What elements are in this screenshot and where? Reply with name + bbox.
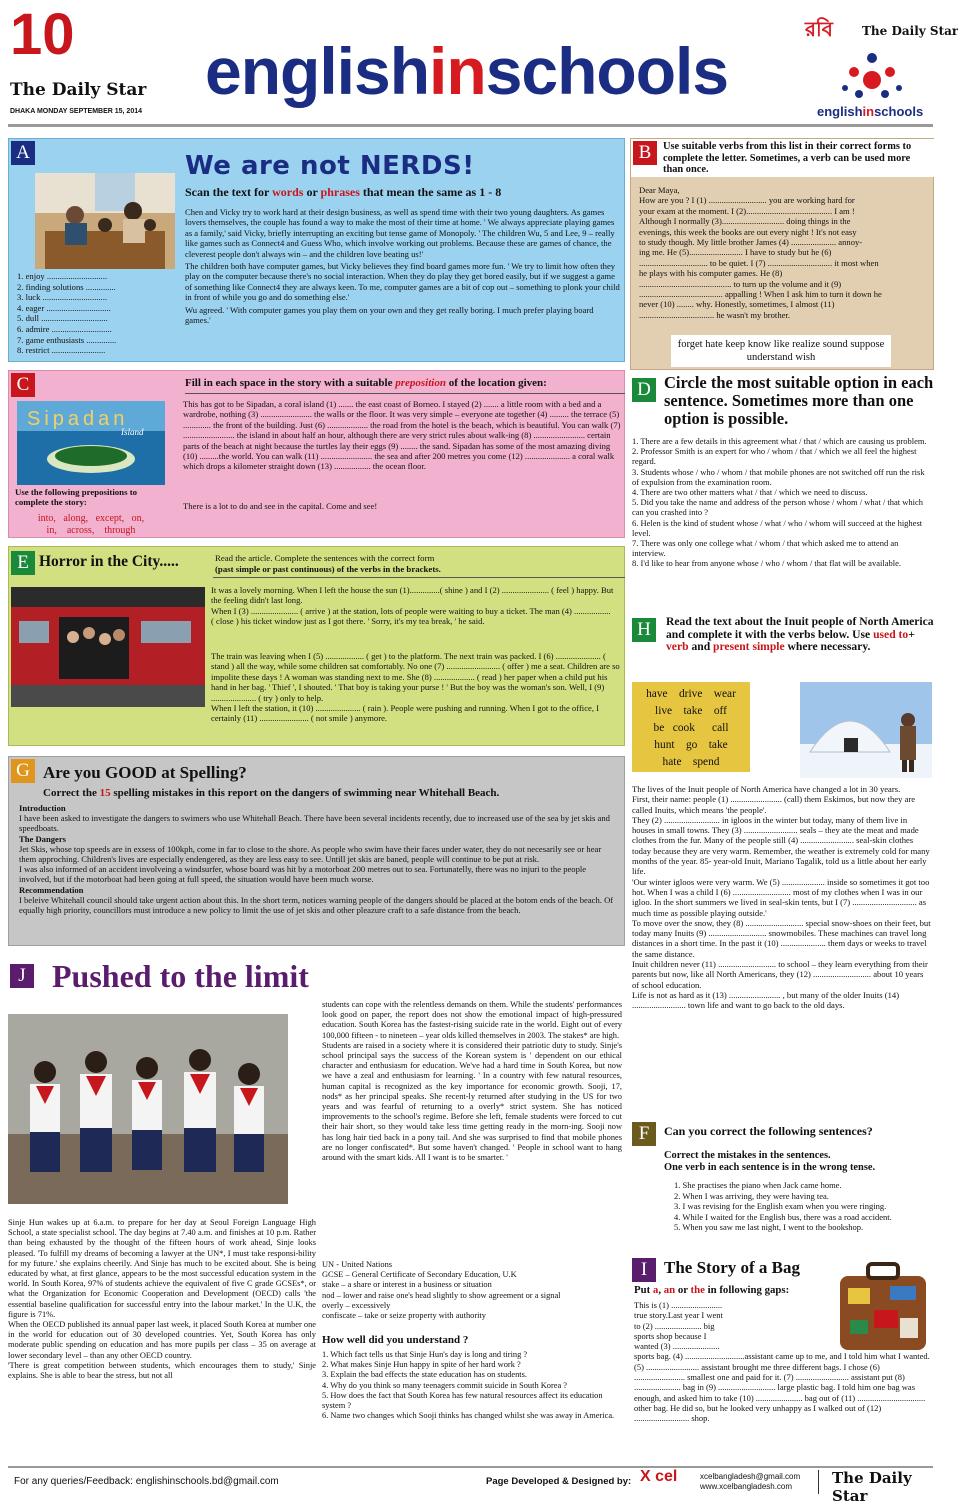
section-f-title: Can you correct the following sentences?	[664, 1124, 873, 1138]
footer-contact	[700, 1472, 800, 1492]
list-item: 8. restrict .........................	[17, 345, 106, 356]
list-item: 1. She practises the piano when Jack came home.	[674, 1180, 842, 1190]
section-g-report	[19, 803, 619, 915]
section-h-title: Read the text about the Inuit people of North America and complete it with the verbs below. Use used to+ verb and present simple where necessary.	[666, 615, 934, 654]
list-item: 4. eager ..............................	[17, 302, 111, 313]
list-item: 5. dull ...............................	[17, 313, 108, 324]
section-g	[8, 756, 625, 946]
section-j-glossary	[322, 1260, 622, 1321]
footer-paper-name: The Daily Star	[832, 1469, 912, 1505]
letter-line: ................................ to be quiet. I (7) .............................. it most when	[639, 257, 879, 268]
section-a-title: We are not NERDS!	[185, 151, 475, 181]
xcel-logo: X cel	[640, 1468, 678, 1485]
section-i-text: This is (1) ........................ true story.Last year I went to (2) ...................... big sports shop because I wanted (3) ...................... sports bag. (4) ............................assistant came up to me, and I told him what I wanted. (5) ......................... assistant brought me three different bags. I chose (6) ........................ smallest one and paid for it. (7) ......................... assistant put (8) ...................... bag in (9) ........................... large plastic bag. I told him one bag was enough, and asked him to take (10) ...................... bag out of (11) ................................ other bag. He did so, but he looked very unhappy as I walked out of (12) .......................... shop.	[634, 1300, 930, 1424]
section-i-title: The Story of a Bag	[664, 1258, 800, 1277]
section-h	[630, 612, 934, 1108]
section-b-tag: B	[633, 141, 657, 165]
list-item: 6. Helen is the kind of student whose / what / who / whom will succeed at the highest level.	[632, 517, 923, 538]
section-h-text: The lives of the Inuit people of North America have changed a lot in 30 years. First, their name: people (1) ........................ (call) them Eskimos, but now they are called Inuits, which means 'the people'. They (2) .......................... in igloos in the winter but today, many of them live in houses in small towns. They (3) ......................... seals – they ate the meat and made clothes from the fur. Many of the people still (4) ......................... seal-skin clothes today because they are very warm. Remember, the weather is extremely cold for many months of the year. 85- year-old Inuit, Mariano Tagalik, told us a little about her early life. 'Our winter igloos were very warm. We (5) .................... inside so sometimes it got too hot. When I was a child I (6) ........................... most of my clothes when I was in our igloo. In the short summers we lived in seal-skin tents, but I (7) .............................. as much time as possible playing outside.' To move over the snow, they (8) ........................... special snow-shoes on their feet, but today many Inuits (9) ........................... snowmobiles. These machines can travel long distances in a short time. In the past it (10) ..................... them days or weeks to travel the same distance. Inuit children never (11) ........................... to school – they learn everything from their parents but now, like all North Americans, they (12) ........................... about 10 years of school education. Life is not as hard as it (13) ........................ , but many of the older Inuits (14) ......................... town life and want to go back to the old days.	[632, 784, 931, 1011]
section-j	[8, 958, 625, 1460]
paragraph: Jet Skis, whose top speeds are in exsess of 100kph, come in far to close to the shore. As people who swim have their faces under water, they do not necesarily see or hear them approching. Children's lives are especially endengered, as they are less easy to see. Untill jet skis are baned, people will continue to be put at risk. I was also informed of an accident involveing a windsurfer, whose board was hit by a motorboat 200 metres out to sea. Fortunatelly, there was no injuri to the people involved, but if the motorboat had been going at full speed, the situation would have been much worse.	[19, 843, 602, 885]
section-j-left-text: Sinje Hun wakes up at 6.a.m. to prepare for her day at Seoul Foreign Language High School, a state specialist school. The day begins at 7.40 a.m. and finishes at 10 p.m. Rather than being exhausted by the thought of the fifteen hours of work ahead, Sinje looks pleased. 'To fulfill my dreams of becoming a lawyer at the UN*, I must take responsi-bility for my future.' she explains cheerily. And Sinje has much to be excited about. She is being educated by what, at first glance, appears to be the most successful education system in the world. In South Korea, 97% of students achieve the equivalent of five C grade GCSEs*, or what the Organization for Economic Cooperation and Development (OECD) calls 'the essential baseline qualification for successful entry into the labour market.' In the U.K, the figure is 71%. When the OECD published its annual paper last week, it placed South Korea at number one in the world for education out of 30 developed countries. Yet, South Korea has only moderate public spending on education and has more pupils per class – 35 on average at lower secondary level – than any other OECD country. 'There is great competition between students, which encourages them to study,' Sinje explains. She is able to bear the stress, but not all	[8, 1218, 316, 1381]
letter-line: to study though. My little brother James (4) ..................... annoy-	[639, 237, 863, 248]
section-a-instruction: Scan the text for words or phrases that mean the same as 1 - 8	[185, 185, 502, 199]
letter-line: Dear Maya,	[639, 185, 680, 195]
sipadan-island-photo	[17, 401, 165, 485]
list-item: 5. Did you take the name and address of the person whose / whom / what / that which can you crashed into ?	[632, 497, 924, 518]
section-h-word-bank: have drive wear live take off be cook call hunt go take hate spend	[632, 682, 750, 772]
list-item: 8. I'd like to hear from anyone whose / who / whom / that flat will be available.	[632, 558, 901, 569]
list-item: 4. There are two other matters what / that / which we need to discuss.	[632, 487, 868, 498]
logo-text: englishinschools	[817, 104, 924, 119]
page-number: 10	[10, 2, 75, 67]
question: 5. How does the fact that South Korea has few natural resources affect its education system ?	[322, 1390, 603, 1411]
section-d-tag: D	[632, 378, 656, 402]
issue-date: DHAKA MONDAY SEPTEMBER 15, 2014	[10, 108, 143, 115]
section-c-prepositions: into, along, except, on, in, across, through	[37, 513, 145, 536]
section-heading: Recommendation	[19, 884, 84, 895]
section-i-tag: I	[632, 1258, 656, 1282]
footer-divider	[8, 1466, 933, 1468]
list-item: 1. There are a few details in this agreement what / that / which are causing us problem.	[632, 436, 927, 446]
section-j-right-text: students can cope with the relentless demands on them. While the students' performances look good on paper, the report does not show the emotional impact of high-pressured education. South Korea has the fastest-rising suicide rate in the world. Eight out of every 100,000 fifteen - to nineteen – year olds killed themselves in 2003. The stakes* are high. Students are raised in a society where it is considered their patriotic duty to study. Sinje's school principal says the success of the Korean system is ' dependent on our ethical character and enthusiasm for education. We've had a hard time in South Korea, but now we have a zeal and enthusiasm for learning. ' In a country with few natural resources, human capital is recognized as the key importance for economic growth. Sooji, 17, nods* as her principal speaks. She recent-ly returned after studying in the US for two years and was fearful of returning to a overly* strict system. She has noticed improvements to the school's regime. Before she left, female students were forced to cut their hair short, so they would take less time getting ready in the morn-ing. Sooji now has long hair tied back in a pony tail. And she was surprised to find that mobile phones are no longer confiscated*. But some haven't changed. ' People in school want to hang around with the smart kids. All I want is to be smarter. '	[322, 1000, 622, 1163]
paragraph: Wu agreed. ' With computer games you play them on your own and they get really boring. I much prefer playing board games.'	[185, 304, 594, 326]
glossary-item: UN - United Nations	[322, 1260, 393, 1269]
paragraph: I beleive Whitehall council should take urgent action about this. In the short term, notices warning people of the dangers should be placed at the botom ends of the beach. Of equally high priority, councillors must introduce a new policy to limit the use of jet skis and other pleazure craft to a safe distance from the beach.	[19, 894, 614, 916]
section-c-use-note: Use the following prepositions to complete the story:	[15, 487, 138, 508]
section-c-text: This has got to be Sipadan, a coral island (1) ....... the east coast of Borneo. I stayed (2) ....... a little room with a bed and a wardrobe, nothing (3) ........................ the walls or the floor. It was very simple – everyone ate together (4) ......... the terrace (5) ............. the front of the building. Just (6) ................... the road from the hotel is the beach, which is beautiful. You can walk (7) ........................ the island in about half an hour, although there are very strict rules about walk-ing (8) ........................ certain parts of the beach at night because the turtles lay their eggs (9) ........ the sand. Sipadan has some of the most amazing diving (10) .........the world. You can walk (11) ........................ the sea and after 200 metres you come (12) ..................... a coral walk which drops a kilometer straight down (13) ................. the ocean floor.	[183, 399, 621, 472]
section-g-tag: G	[11, 759, 35, 783]
section-d-list	[632, 436, 932, 569]
section-b	[630, 138, 934, 370]
letter-line: Although I normally (3)............................. doing things in the	[639, 216, 851, 227]
sponsor-logo	[805, 17, 958, 122]
students-photo	[8, 1014, 288, 1204]
section-e	[8, 546, 625, 746]
footer-email[interactable]: xcelbangladesh@gmail.com	[700, 1472, 801, 1481]
section-b-instruction: Use suitable verbs from this list in their correct forms to complete the letter. Sometimes, a verb can be used more than once.	[663, 141, 912, 176]
list-item: 7. game enthusiasts ..............	[17, 334, 117, 345]
sponsor-paper: The Daily Star	[862, 24, 958, 38]
question: 6. Name two changes which Sooji thinks has changed whilst she was away in America.	[322, 1411, 615, 1421]
list-item: 2. finding solutions ..............	[17, 281, 116, 292]
letter-line: ....................................... appalling ! When I ask him to turn it down he	[639, 289, 882, 300]
section-f-tag: F	[632, 1122, 656, 1146]
section-b-letter	[639, 185, 931, 320]
family-game-photo	[35, 173, 175, 269]
letter-line: ................................... he wasn't my brother.	[639, 309, 790, 320]
list-item: 1. enjoy ............................	[17, 271, 107, 281]
glossary-item: nod – lower and raise one's head slightly to show agreement or a signal	[322, 1290, 561, 1300]
letter-line: evenings, this week the books are out every night ! It's not easy	[639, 226, 857, 237]
footer-feedback[interactable]: For any queries/Feedback: englishinschools.bd@gmail.com	[14, 1476, 279, 1487]
list-item: 3. Students whose / who / whom / that mobile phones are not switched off run the risk of expulsion from the examination room.	[632, 466, 925, 487]
section-c-closing: There is a lot to do and see in the capital. Come and see!	[183, 501, 378, 511]
section-g-subtitle: Correct the 15 spelling mistakes in this report on the dangers of swimming near Whitehall Beach.	[43, 787, 500, 799]
letter-line: never (10) ........ why. Honestly, sometimes, I almost (11)	[639, 299, 835, 310]
letter-line: ........................................... to turn up the volume and it (9)	[639, 278, 842, 289]
section-e-paragraph-2: The train was leaving when I (5) .................. ( get ) to the platform. The next train was packed. I (6) ..................... ( stand ) all the way, while some children sat comfortably. No one (7) ......................... ( offer ) me a seat. Children are so impolite these days ! A woman was standing next to me. She (8) ................... ( read ) her paper when a child put his hand in her bag. ' Thief ', I shouted. ' That boy is taking your purse ! ' But the boy was the woman's son. Well, I (9) ..................... ( try ) only to help. When I left the station, it (10) ..................... ( rain ). People were pushing and running. When I got to the office, I certainly (11) ....................... ( not smile ) anymore.	[211, 651, 620, 724]
paragraph: I have been asked to investigate the dangers to swimers who use Whitehall Beach. There have been several incidents recently, due to increased use of the sea by jet skis and speedboats.	[19, 813, 610, 834]
section-a-tag: A	[11, 141, 35, 165]
list-item: 6. admire ............................	[17, 323, 112, 334]
section-f-subtitle: Correct the mistakes in the sentences. One verb in each sentence is in the wrong tense.	[664, 1150, 876, 1173]
section-i	[630, 1254, 934, 1460]
masthead-title: englishinschools	[205, 34, 729, 108]
question: 3. Explain the bad effects the state education has on students.	[322, 1370, 527, 1380]
glossary-item: stake – a share or interest in a business or situation	[322, 1280, 492, 1290]
list-item: 2. Professor Smith is an expert for who / whom / that / which we all feel the highest regard.	[632, 446, 917, 467]
section-e-instruction: Read the article. Complete the sentences with the correct form (past simple or past continuous) of the verbs in the brackets.	[215, 553, 441, 574]
question: 2. What makes Sinje Hun happy in spite of her hard work ?	[322, 1360, 521, 1370]
glossary-item: overly – excessively	[322, 1300, 391, 1310]
section-e-title: Horror in the City.....	[39, 553, 179, 570]
section-a-word-list	[17, 271, 116, 356]
list-item: 3. I was revising for the English exam when you were ringing.	[674, 1201, 887, 1212]
section-j-questions	[322, 1350, 622, 1421]
header-divider	[8, 124, 933, 127]
island-sublabel: Island	[121, 427, 144, 437]
island-label: Sipadan	[27, 408, 129, 430]
glossary-item: confiscate – take or seize property with authority	[322, 1311, 486, 1321]
section-j-questions-title: How well did you understand ?	[322, 1334, 469, 1346]
section-h-tag: H	[632, 618, 656, 642]
section-f	[630, 1118, 934, 1244]
footer-website[interactable]: www.xcelbangladesh.com	[700, 1482, 793, 1491]
section-j-title: Pushed to the limit	[52, 958, 309, 994]
train-photo	[11, 587, 205, 707]
glossary-item: GCSE – General Certificate of Secondary Education, U.K	[322, 1270, 517, 1280]
section-g-title: Are you GOOD at Spelling?	[43, 763, 247, 782]
question: 1. Which fact tells us that Sinje Hun's day is long and tiring ?	[322, 1350, 528, 1359]
section-a-text	[185, 207, 621, 325]
section-c	[8, 370, 625, 538]
section-heading: Introduction	[19, 803, 66, 813]
paragraph: The children both have computer games, but Vicky believes they find board games more fun. ' We try to limit how often they play on the computer because there's no social interaction. When they do play they get bored easily, but if we suggest a game of something like Connect4 they are always keen. To me, computer games are a bit of cop out – something to plonk your child in front of while you go and do something else.'	[185, 261, 620, 303]
section-b-word-bank: forget hate keep know like realize sound suppose understand wish	[671, 335, 891, 367]
section-c-tag: C	[11, 373, 35, 397]
igloo-photo	[800, 682, 932, 778]
list-item: 7. There was only one college what / whom / that which asked me to attend an interview.	[632, 538, 899, 559]
letter-line: your exam at the moment. I (2)........................................ I am !	[639, 205, 855, 216]
section-d	[630, 372, 934, 602]
list-item: 3. luck ..............................	[17, 292, 107, 303]
letter-line: he plays with his computer games. He (8)	[639, 268, 783, 279]
letter-line: ing me. He (5)......................... I have to study but he (6)	[639, 247, 832, 258]
section-e-paragraph-1: It was a lovely morning. When I left the house the sun (1)..............( shine ) and I (2) ...................... ( feel ) happy. But the feeling didn't last long. When I (3) ...................... ( arrive ) at the station, lots of people were waiting to buy a ticket. The man (4) ................. ( close ) his ticket window just as I got there. ' Sorry, it's my tea break, ' he said.	[211, 585, 614, 627]
section-c-title: Fill in each space in the story with a suitable preposition of the location given:	[185, 377, 547, 389]
section-a	[8, 138, 625, 362]
section-j-tag: J	[10, 964, 34, 988]
list-item: 2. When I was arriving, they were having tea.	[674, 1190, 829, 1201]
logo-dots-icon	[837, 50, 907, 104]
letter-line: How are you ? I (1) ........................... you are working hard for	[639, 195, 855, 206]
newspaper-name: The Daily Star	[10, 80, 147, 100]
section-f-list	[674, 1180, 932, 1233]
section-d-title: Circle the most suitable option in each sentence. Sometimes more than one option is possible.	[664, 373, 934, 428]
list-item: 4. While I waited for the English bus, there was a road accident.	[674, 1211, 892, 1222]
sponsor-name: রবি	[805, 17, 833, 41]
paragraph: Chen and Vicky try to work hard at their design business, as well as spend time with their two young daughters. As games lovers themselves, the couple has found a way to make the most of their time at home. ' We always appreciate playing games as a family,' said Vicky, briefly interrupting an exciting but tense game of Monopoly. ' The children Wu, 5 and Lee, 9 – really like games such as Connect4 and Guess Who, which involve working out problems. Because these are games of chance, the cleverest people don't always win – and the children love beating us!'	[185, 207, 615, 259]
question: 4. Why do you think so many teenagers commit suicide in South Korea ?	[322, 1380, 568, 1390]
section-heading: The Dangers	[19, 833, 67, 844]
list-item: 5. When you saw me last night, I went to the bookshop.	[674, 1222, 864, 1233]
footer-designed-by: Page Developed & Designed by:	[486, 1476, 632, 1487]
section-i-subtitle: Put a, an or the in following gaps:	[634, 1284, 790, 1296]
section-e-tag: E	[11, 551, 35, 575]
